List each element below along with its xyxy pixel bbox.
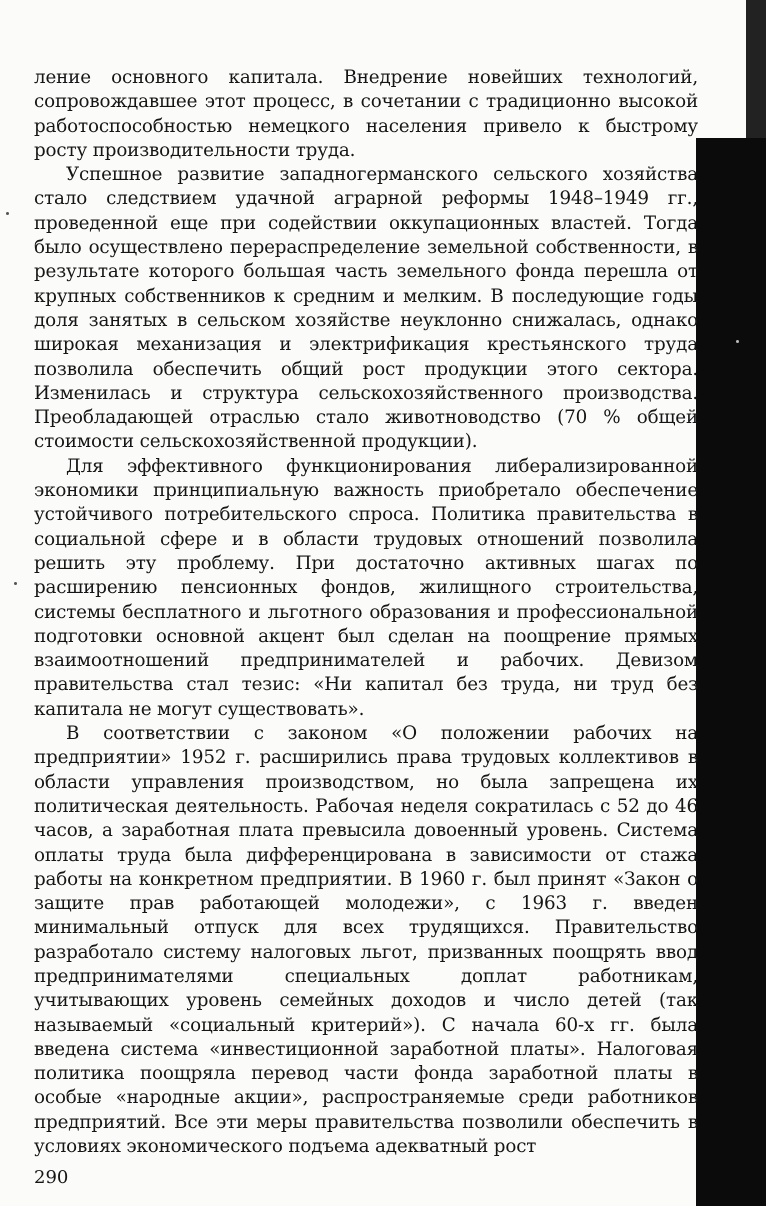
body-text: [34, 66, 698, 1159]
scan-speck: [14, 582, 17, 585]
scan-shadow-edge: [696, 138, 766, 1206]
paragraph-1: ление основного капитала. Внедрение новейших технологий, сопровождавшее этот процесс, в сочетании с традиционно высокой работоспособностью немецкого населения привело к быстрому росту производительности труда.: [34, 67, 698, 161]
scan-speck: [736, 340, 739, 343]
paragraph-4: В соответствии с законом «О положении рабочих на предприятии» 1952 г. расширились права трудовых коллективов в области управления производством, но была запрещена их политическая деятельность. Рабочая неделя сократилась с 52 до 46 часов, а заработная плата превысила довоенный уровень. Система оплаты труда была дифференцирована в зависимости от стажа работы на конкретном предприятии. В 1960 г. был принят «Закон о защите прав работающей молодежи», с 1963 г. введен минимальный отпуск для всех трудящихся. Правительство разработало систему налоговых льгот, призванных поощрять ввод предпринимателями специальных доплат работникам, учитывающих уровень семейных доходов и число детей (так называемый «социальный критерий»). С начала 60-х гг. была введена система «инвестиционной заработной платы». Налоговая политика поощряла перевод части фонда заработной платы в особые «народные акции», распространяемые среди работников предприятий. Все эти меры правительства позволили обеспечить в условиях экономического подъема адекватный рост: [34, 723, 698, 1158]
scan-speck: [6, 212, 9, 215]
scan-shadow-top: [746, 0, 766, 140]
paragraph-3: Для эффективного функционирования либерализированной экономики принципиальную важность приобретало обеспечение устойчивого потребительского спроса. Политика правительства в социальной сфере и в области трудовых отношений позволила решить эту проблему. При достаточно активных шагах по расширению пенсионных фондов, жилищного строительства, системы бесплатного и льготного образования и профессиональной подготовки основной акцент был сделан на поощрение прямых взаимоотношений предпринимателей и рабочих. Девизом правительства стал тезис: «Ни капитал без труда, ни труд без капитала не могут существовать».: [34, 455, 698, 720]
paragraph-2: Успешное развитие западногерманского сельского хозяйства стало следствием удачной аграрной реформы 1948–1949 гг., проведенной еще при содействии оккупационных властей. Тогда было осуществлено перераспределение земельной собственности, в результате которого большая часть земельного фонда перешла от крупных собственников к средним и мелким. В последующие годы доля занятых в сельском хозяйстве неуклонно снижалась, однако широкая механизация и электрификация крестьянского труда позволила обеспечить общий рост продукции этого сектора. Изменилась и структура сельскохозяйственного производства. Преобладающей отраслью стало животноводство (70 % общей стоимости сельскохозяйственной продукции).: [34, 164, 698, 453]
page-number: 290: [34, 1167, 69, 1188]
